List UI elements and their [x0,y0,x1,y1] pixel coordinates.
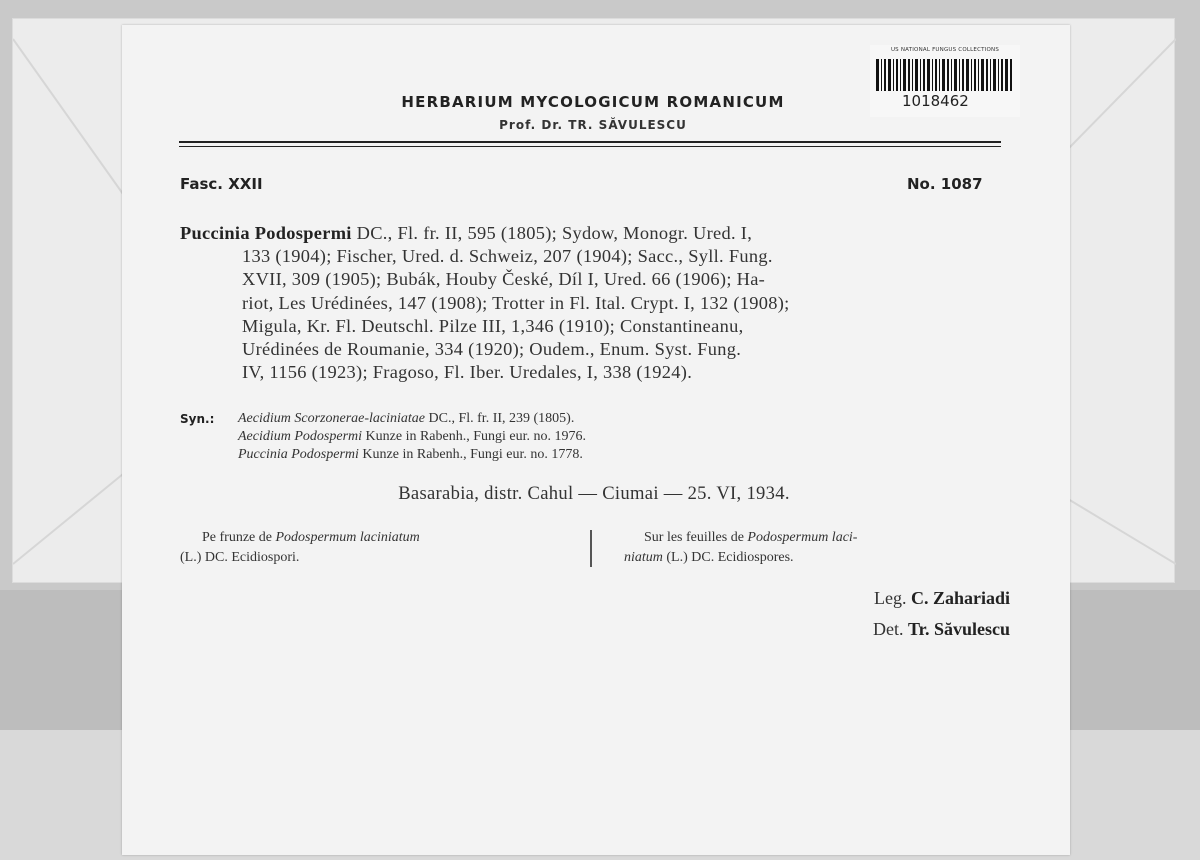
collector-prefix: Leg. [873,588,907,608]
citation-line: riot, Les Urédinées, 147 (1908); Trotter in Fl. Ital. Crypt. I, 132 (1908); [242,292,790,313]
synonym-name: Aecidium Scorzonerae-laciniatae [238,411,426,426]
synonym-line [238,429,586,445]
determiner-line [873,619,1010,640]
specimen-number: No. 1087 [907,175,983,193]
host-french-rest: (L.) DC. Ecidiospores. [666,550,794,565]
header-rule-thin [179,146,1001,147]
citation-text: DC., Fl. fr. II, 595 (1805); Sydow, Monogr. Ured. I, [356,223,753,243]
host-romanian-host: Podospermum laciniatum [275,530,420,545]
host-french-line [644,528,857,548]
citation-line: Migula, Kr. Fl. Deutschl. Pilze III, 1,346 (1910); Constantineanu, [242,315,744,336]
barcode-caption: US NATIONAL FUNGUS COLLECTIONS [890,47,1000,53]
fascicle-number: Fasc. XXII [180,175,263,193]
citation-line: XVII, 309 (1905); Bubák, Houby České, Díl I, Ured. 66 (1906); Ha- [242,269,766,290]
header-rule-thick [179,141,1001,143]
citation-line: IV, 1156 (1923); Fragoso, Fl. Iber. Uredales, I, 338 (1924). [242,362,693,383]
synonym-line [238,447,583,463]
synonyms-label: Syn.: [180,412,215,426]
determiner-name: Tr. Săvulescu [907,619,1010,639]
citation-line [180,222,1004,245]
collector-line [874,588,1010,609]
specimen-label [122,25,1070,855]
collector-name: C. Zahariadi [910,588,1010,608]
barcode-number: 1018462 [902,92,969,110]
host-french-host-cont: niatum [624,550,663,565]
host-french-line [624,548,794,568]
host-romanian-prefix: Pe frunze de [202,530,272,545]
synonym-ref: DC., Fl. fr. II, 239 (1805). [428,411,575,426]
herbarium-title: HERBARIUM MYCOLOGICUM ROMANICUM [401,93,785,111]
collection-locality: Basarabia, distr. Cahul — Ciumai — 25. VI, 1934. [398,483,790,504]
host-french-prefix: Sur les feuilles de [644,530,744,545]
citation-line: 133 (1904); Fischer, Ured. d. Schweiz, 207 (1904); Sacc., Syll. Fung. [242,246,773,267]
synonym-line [238,411,574,427]
synonym-ref: Kunze in Rabenh., Fungi eur. no. 1976. [365,429,587,444]
barcode-image [876,59,1014,91]
host-romanian-line [202,528,420,548]
citation-line: Urédinées de Roumanie, 334 (1920); Oudem., Enum. Syst. Fung. [242,339,742,360]
host-romanian-line: (L.) DC. Ecidiospori. [180,550,300,565]
host-divider [590,530,592,567]
synonym-name: Puccinia Podospermi [238,447,359,462]
synonym-ref: Kunze in Rabenh., Fungi eur. no. 1778. [362,447,583,462]
host-french-host: Podospermum laci- [747,530,858,545]
determiner-prefix: Det. [872,619,904,639]
herbarium-subtitle: Prof. Dr. TR. SĂVULESCU [499,118,687,132]
species-citation [180,222,1004,384]
synonym-name: Aecidium Podospermi [238,429,363,444]
species-name: Puccinia Podospermi [180,223,352,243]
